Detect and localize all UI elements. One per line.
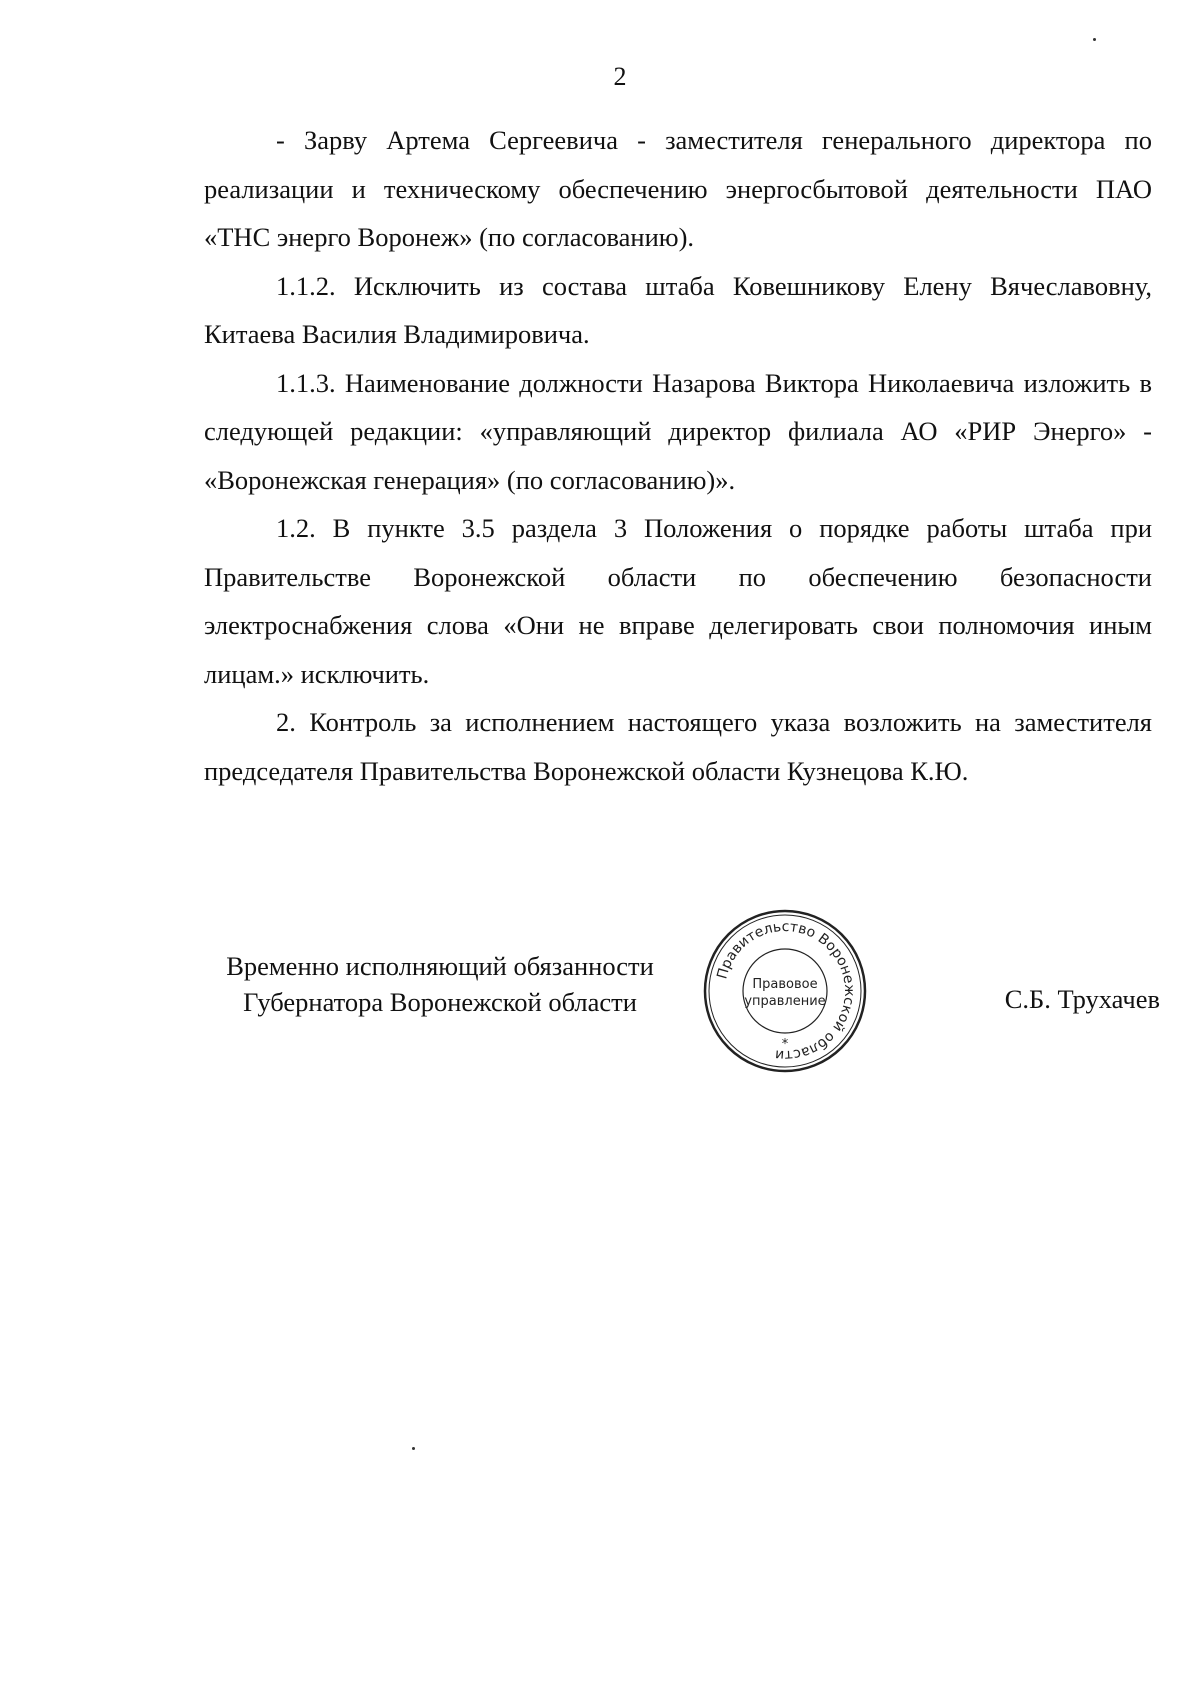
signatory-name: С.Б. Трухачев — [1004, 984, 1160, 1014]
signatory-position-line2: Губернатора Воронежской области — [243, 987, 637, 1017]
scan-speck — [412, 1447, 415, 1450]
paragraph-1-1-2: 1.1.2. Исключить из состава штаба Ковешникову Елену Вячеславовну, Китаева Василия Владимировича. — [204, 270, 1152, 349]
page-number: 2 — [613, 62, 627, 91]
signatory-position-line1: Временно исполняющий обязанности — [226, 951, 654, 981]
stamp-center-line2: управление — [744, 994, 826, 1009]
scan-speck — [1093, 38, 1096, 41]
paragraph-1-2: 1.2. В пункте 3.5 раздела 3 Положения о порядке работы штаба при Правительстве Воронежской области по обеспечению безопасности электроснабжения слова «Они не вправе делегировать свои полномочия иным лицам.» исключить. — [204, 513, 1152, 689]
stamp-center-line1: Правовое — [752, 977, 818, 992]
paragraph-2: 2. Контроль за исполнением настоящего указа возложить на заместителя председателя Правительства Воронежской области Кузнецова К.Ю. — [204, 707, 1152, 786]
document-body — [204, 116, 1152, 795]
stamp-star: * — [781, 1037, 789, 1052]
paragraph-1-1-3: 1.1.3. Наименование должности Назарова Виктора Николаевича изложить в следующей редакции: «управляющий директор филиала АО «РИР Энерго» - «Воронежская генерация» (по согласованию)». — [204, 367, 1152, 495]
signatory-position — [200, 948, 680, 1020]
official-stamp — [700, 906, 870, 1076]
stamp-ring-text: Правительство Воронежской области — [714, 918, 858, 1064]
paragraph-zarva: - Зарву Артема Сергеевича - заместителя генерального директора по реализации и техническому обеспечению энергосбытовой деятельности ПАО «ТНС энерго Воронеж» (по согласованию). — [204, 125, 1152, 252]
